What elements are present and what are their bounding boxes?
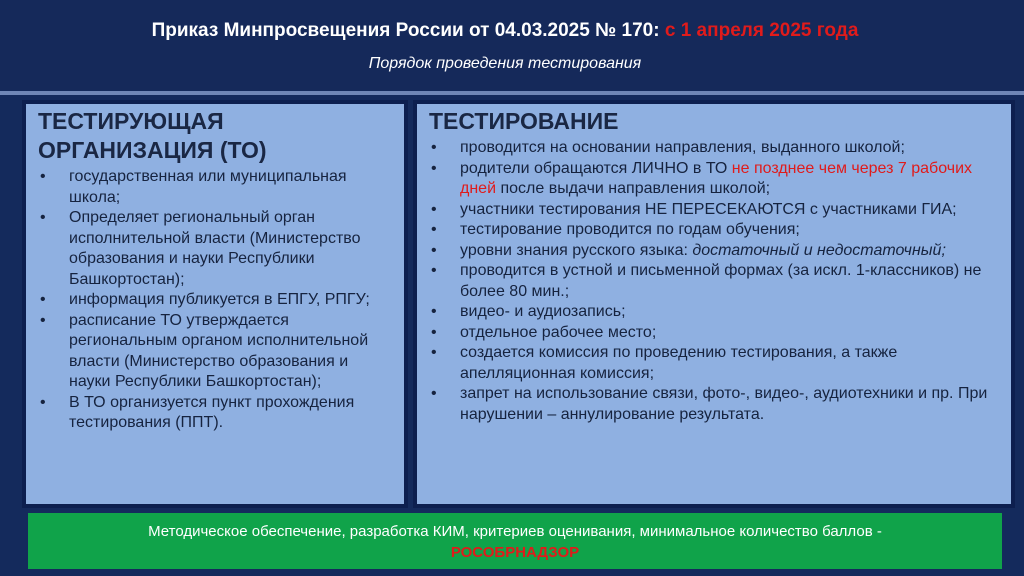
list-item-text: запрет на использование связи, фото-, видео-, аудиотехники и пр. При нарушении – аннулирование результата. xyxy=(460,385,988,423)
list-item xyxy=(429,159,1001,200)
page-title xyxy=(0,20,1010,42)
bullet-icon: • xyxy=(40,168,46,185)
list-item xyxy=(38,311,394,393)
bullet-icon: • xyxy=(40,209,46,226)
list-item xyxy=(429,138,1001,159)
list-item-text: В ТО организуется пункт прохождения тестирования (ППТ). xyxy=(69,393,355,431)
list-item-text: родители обращаются ЛИЧНО в ТО xyxy=(460,159,732,177)
testing-organization-panel xyxy=(22,100,408,508)
testing-heading: ТЕСТИРОВАНИЕ xyxy=(429,108,619,134)
list-item xyxy=(38,208,394,290)
list-item-text: проводится в устной и письменной формах (за искл. 1-классников) не более 80 мин.; xyxy=(460,262,982,300)
list-item xyxy=(38,167,394,208)
bullet-icon: • xyxy=(431,241,437,259)
list-item xyxy=(429,241,1001,262)
bullet-icon: • xyxy=(431,139,437,156)
list-item xyxy=(429,261,1001,302)
list-item xyxy=(38,393,394,434)
bullet-icon: • xyxy=(431,344,437,361)
list-item-text: отдельное рабочее место; xyxy=(460,323,657,341)
bullet-icon: • xyxy=(431,200,437,218)
bullet-icon: • xyxy=(40,291,46,308)
bullet-icon: • xyxy=(431,323,437,341)
testing-organization-content xyxy=(26,104,404,504)
bullet-icon: • xyxy=(431,385,437,402)
list-item-text: после выдачи направления школой; xyxy=(496,180,771,197)
list-item-text: уровни знания русского языка: xyxy=(460,241,693,259)
title-date: с 1 апреля 2025 года xyxy=(664,20,859,41)
footer-text: Методическое обеспечение, разработка КИМ, критериев оценивания, минимальное количество баллов - xyxy=(148,523,882,540)
levels-italic: достаточный и недостаточный; xyxy=(692,241,946,259)
testing-content xyxy=(417,104,1011,504)
list-item-text: видео- и аудиозапись; xyxy=(460,303,626,320)
list-item-text: информация публикуется в ЕПГУ, РПГУ; xyxy=(69,291,370,308)
list-item-text: тестирование проводится по годам обучения; xyxy=(460,221,800,238)
list-item-text: проводится на основании направления, выданного школой; xyxy=(460,139,905,156)
list-item xyxy=(429,323,1001,344)
testing-organization-list xyxy=(38,167,394,434)
list-item xyxy=(38,290,394,311)
list-item xyxy=(429,302,1001,323)
list-item xyxy=(429,343,1001,384)
bullet-icon: • xyxy=(431,159,437,177)
bullet-icon: • xyxy=(431,221,437,238)
list-item-text: создается комиссия по проведению тестирования, а также апелляционная комиссия; xyxy=(460,344,898,382)
footer-banner xyxy=(28,513,1002,569)
deadline-highlight: не позднее чем через 7 рабочих дней xyxy=(460,159,973,197)
list-item-text: государственная или муниципальная школа; xyxy=(69,168,347,206)
list-item xyxy=(429,384,1001,425)
header xyxy=(0,0,1024,90)
footer-organization: РОСОБРНАДЗОР xyxy=(450,544,580,561)
bullet-icon: • xyxy=(431,303,437,320)
title-main: Приказ Минпросвещения России от 04.03.2025 № 170: xyxy=(151,20,660,41)
header-divider xyxy=(0,91,1024,95)
list-item-text: Определяет региональный орган исполнительной власти (Министерство образования и науки Республики Башкортостан); xyxy=(69,209,361,288)
testing-list xyxy=(429,138,1001,425)
list-item-text: расписание ТО утверждается региональным органом исполнительной власти (Министерство образования и науки Республики Башкортостан); xyxy=(69,311,369,390)
list-item xyxy=(429,220,1001,241)
bullet-icon: • xyxy=(40,393,46,411)
testing-organization-heading: ТЕСТИРУЮЩАЯ ОРГАНИЗАЦИЯ (ТО) xyxy=(38,108,267,163)
testing-panel xyxy=(413,100,1015,508)
list-item-text: участники тестирования НЕ ПЕРЕСЕКАЮТСЯ с участниками ГИА; xyxy=(460,200,957,218)
bullet-icon: • xyxy=(40,311,46,329)
bullet-icon: • xyxy=(431,262,437,279)
list-item xyxy=(429,200,1001,221)
page-subtitle: Порядок проведения тестирования xyxy=(368,55,642,72)
